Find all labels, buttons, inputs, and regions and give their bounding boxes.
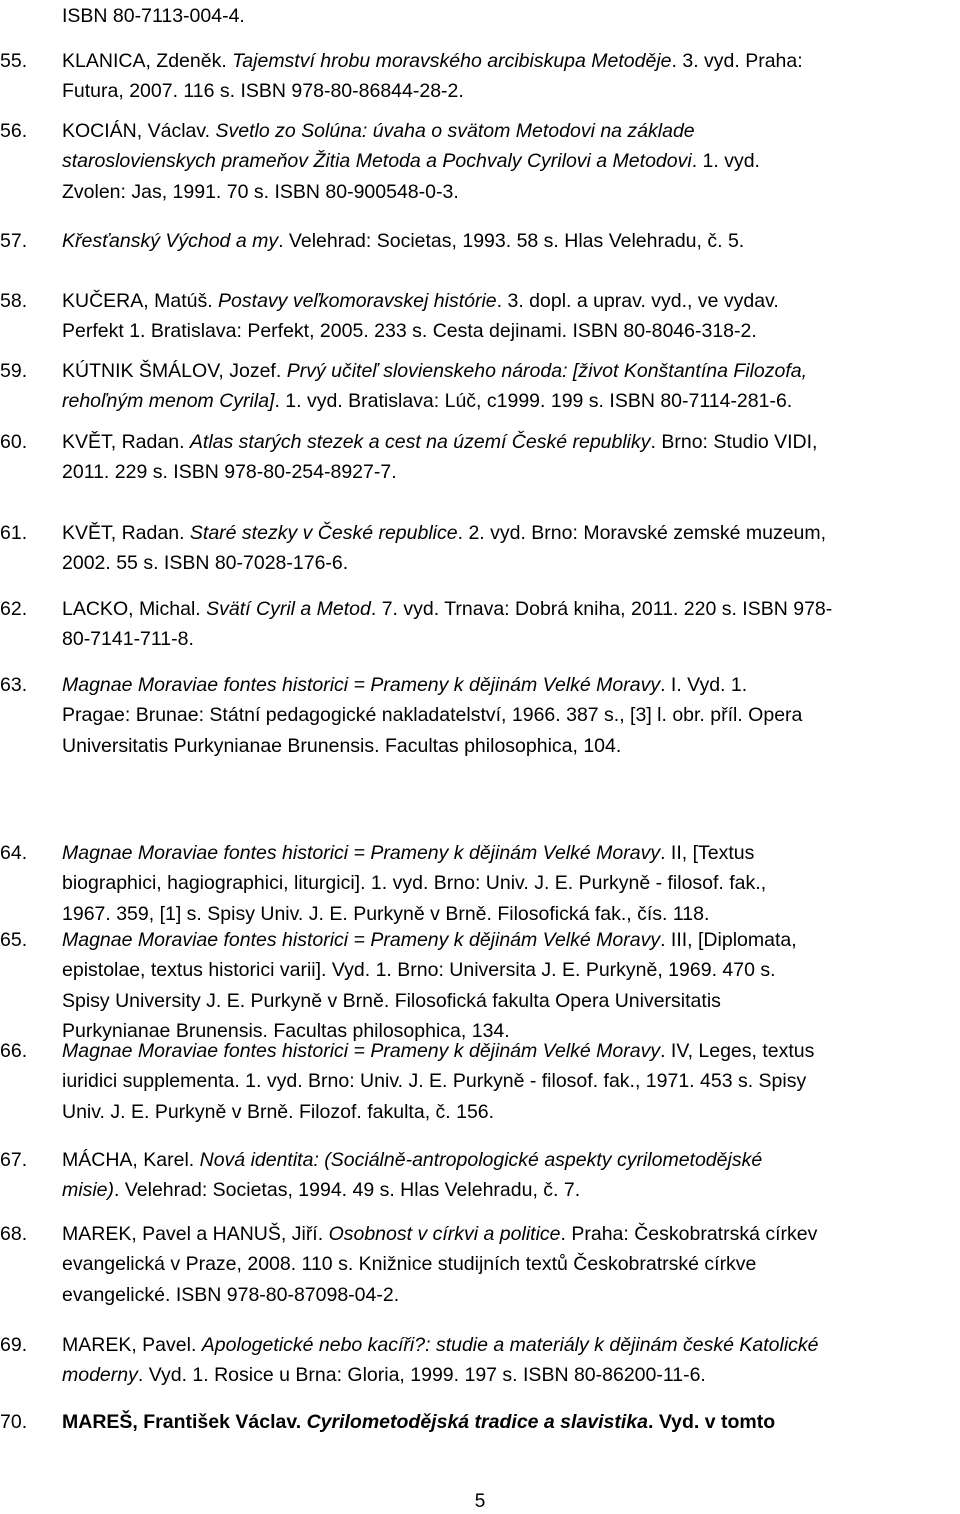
- entry-text: . 7. vyd. Trnava: Dobrá kniha, 2011. 220 s. ISBN 978-: [370, 598, 833, 620]
- entry-number: 56.: [0, 120, 28, 142]
- entry-number: 61.: [0, 522, 28, 544]
- entry-title-text: moderny: [62, 1364, 138, 1387]
- entry-line: [62, 286, 779, 316]
- entry-line: [62, 146, 760, 176]
- entry-line: [62, 316, 757, 346]
- entry-text: KUČERA, Matúš.: [62, 290, 219, 312]
- entry-line: [62, 1330, 819, 1360]
- entry-text: . II, [Textus: [660, 842, 755, 864]
- entry-title-text: Atlas starých stezek a cest na území České republiky: [189, 431, 651, 453]
- entry-text: MÁCHA, Karel.: [62, 1149, 200, 1171]
- entry-number: 63.: [0, 674, 28, 696]
- entry-text: evangelická v Praze, 2008. 110 s. Knižnice studijních textů Českobratrské církve: [62, 1253, 757, 1276]
- entry-text: . Vyd. 1. Rosice u Brna: Gloria, 1999. 197 s. ISBN 80-86200-11-6.: [137, 1364, 706, 1387]
- entry-title-text: Svätí Cyril a Metod: [206, 598, 371, 620]
- entry-title-text: Svetlo zo Solúna: úvaha o svätom Metodovi na základe: [215, 120, 695, 142]
- top-fragment: ISBN 80-7113-004-4.: [62, 5, 245, 27]
- entry-line: [62, 624, 194, 654]
- entry-text: Futura, 2007. 116 s. ISBN 978-80-86844-28-2.: [62, 80, 464, 103]
- entry-line: [62, 356, 807, 386]
- entry-text: Zvolen: Jas, 1991. 70 s. ISBN 80-900548-0-3.: [62, 180, 459, 203]
- entry-text: evangelické. ISBN 978-80-87098-04-2.: [62, 1283, 400, 1306]
- entry-text: KVĚT, Radan.: [62, 431, 190, 453]
- entry-line: [62, 1280, 399, 1310]
- entry-number: 64.: [0, 842, 28, 864]
- entry-line: [62, 670, 747, 700]
- entry-text: . 3. dopl. a uprav. vyd., ve vydav.: [496, 290, 779, 312]
- entry-line: [62, 986, 721, 1016]
- entry-number: 59.: [0, 360, 28, 382]
- entry-line: [62, 457, 397, 487]
- entry-number: 58.: [0, 290, 28, 312]
- entry-text: KOCIÁN, Václav.: [62, 120, 216, 142]
- entry-title-text: Staré stezky v České republice: [189, 522, 458, 544]
- entry-line: [62, 116, 695, 146]
- entry-text: Universitatis Purkynianae Brunensis. Facultas philosophica, 104.: [62, 734, 622, 757]
- entry-title-text: Magnae Moraviae fontes historici = Prameny k dějinám Velké Moravy: [62, 842, 661, 864]
- entry-number: 70.: [0, 1411, 28, 1433]
- entry-text: . 2. vyd. Brno: Moravské zemské muzeum,: [457, 522, 827, 544]
- entry-text: LACKO, Michal.: [62, 598, 207, 620]
- entry-text: . I. Vyd. 1.: [660, 674, 748, 696]
- entry-text: 2002. 55 s. ISBN 80-7028-176-6.: [62, 552, 349, 575]
- entry-text: . Brno: Studio VIDI,: [650, 431, 818, 453]
- entry-title-text: Apologetické nebo kacíři?: studie a materiály k dějinám české Katolické: [201, 1334, 819, 1356]
- entry-line: [62, 76, 464, 106]
- entry-text: . 1. vyd.: [691, 150, 760, 173]
- entry-number: 55.: [0, 50, 28, 72]
- entry-line: [62, 518, 826, 548]
- entry-line: [62, 731, 621, 761]
- entry-text: . Praha: Českobratrská církev: [560, 1223, 818, 1245]
- entry-line: [62, 1097, 494, 1127]
- entry-line: [62, 868, 766, 898]
- entry-text: MAREŠ, František Václav.: [62, 1411, 307, 1433]
- entry-title-text: Magnae Moraviae fontes historici = Prameny k dějinám Velké Moravy: [62, 929, 661, 951]
- entry-line: [62, 427, 817, 457]
- entry-line: [62, 46, 803, 76]
- entry-text: . III, [Diplomata,: [660, 929, 797, 951]
- entry-title-text: Prvý učiteľ slovienskeho národa: [život Konštantína Filozofa,: [286, 360, 808, 382]
- entry-text: 80-7141-711-8.: [62, 628, 194, 651]
- entry-line: [62, 1145, 762, 1175]
- entry-number: 66.: [0, 1040, 28, 1062]
- entry-title-text: Křesťanský Východ a my: [62, 230, 279, 252]
- entry-line: [62, 1175, 580, 1205]
- entry-text: 2011. 229 s. ISBN 978-80-254-8927-7.: [62, 461, 397, 484]
- entry-title-text: Tajemství hrobu moravského arcibiskupa Metoděje: [232, 50, 672, 72]
- entry-text: . Vyd. v tomto: [648, 1411, 776, 1433]
- entry-title-text: misie): [62, 1179, 114, 1202]
- entry-text: KVĚT, Radan.: [62, 522, 190, 544]
- entry-text: KÚTNIK ŠMÁLOV, Jozef.: [62, 360, 287, 382]
- entry-number: 69.: [0, 1334, 28, 1356]
- entry-line: [62, 548, 348, 578]
- entry-text: epistolae, textus historici varii]. Vyd. 1. Brno: Universita J. E. Purkyně, 1969. 470 s.: [62, 959, 776, 982]
- entry-number: 57.: [0, 230, 28, 252]
- entry-text: iuridici supplementa. 1. vyd. Brno: Univ. J. E. Purkyně - filosof. fak., 1971. 453 s. Spisy: [62, 1070, 807, 1093]
- entry-number: 62.: [0, 598, 28, 620]
- entry-text: . 3. vyd. Praha:: [671, 50, 803, 72]
- entry-line: [62, 1066, 806, 1096]
- entry-text: Pragae: Brunae: Státní pedagogické nakladatelství, 1966. 387 s., [3] l. obr. příl. Opera: [62, 704, 803, 727]
- entry-text: . Velehrad: Societas, 1994. 49 s. Hlas Velehradu, č. 7.: [114, 1179, 581, 1202]
- entry-title-text: Postavy veľkomoravskej histórie: [218, 290, 497, 312]
- entry-line: [62, 1360, 706, 1390]
- entry-text: Purkynianae Brunensis. Facultas philosophica, 134.: [62, 1019, 510, 1042]
- entry-line: [62, 177, 459, 207]
- entry-text: 1967. 359, [1] s. Spisy Univ. J. E. Purkyně v Brně. Filosofická fak., čís. 118.: [62, 902, 710, 925]
- entry-number: 60.: [0, 431, 28, 453]
- entry-line: [62, 700, 802, 730]
- entry-title-text: Cyrilometodějská tradice a slavistika: [306, 1411, 648, 1433]
- entry-text: MAREK, Pavel a HANUŠ, Jiří.: [62, 1223, 329, 1245]
- entry-title-text: Magnae Moraviae fontes historici = Prameny k dějinám Velké Moravy: [62, 1040, 661, 1062]
- entry-line: [62, 226, 744, 256]
- entry-line: [62, 955, 776, 985]
- entry-title-text: Osobnost v církvi a politice: [328, 1223, 561, 1245]
- entry-line: [62, 594, 832, 624]
- entry-title-text: Magnae Moraviae fontes historici = Prameny k dějinám Velké Moravy: [62, 674, 661, 696]
- entry-text: biographici, hagiographici, liturgici]. 1. vyd. Brno: Univ. J. E. Purkyně - filosof. fak.,: [62, 872, 767, 895]
- entry-number: 68.: [0, 1223, 28, 1245]
- entry-text: Spisy University J. E. Purkyně v Brně. Filosofická fakulta Opera Universitatis: [62, 989, 721, 1012]
- entry-line: [62, 386, 792, 416]
- entry-text: KLANICA, Zdeněk.: [62, 50, 233, 72]
- page-number: 5: [474, 1491, 486, 1512]
- entry-text: . Velehrad: Societas, 1993. 58 s. Hlas Velehradu, č. 5.: [278, 230, 745, 252]
- entry-title-text: rehoľným menom Cyrila]: [62, 390, 275, 413]
- entry-line: [62, 1407, 775, 1437]
- entry-line: [62, 1036, 814, 1066]
- entry-text: Univ. J. E. Purkyně v Brně. Filozof. fakulta, č. 156.: [62, 1100, 495, 1123]
- entry-line: [62, 925, 797, 955]
- entry-text: . 1. vyd. Bratislava: Lúč, c1999. 199 s. ISBN 80-7114-281-6.: [274, 390, 793, 413]
- entry-line: [62, 1219, 817, 1249]
- entry-line: [62, 1249, 756, 1279]
- entry-text: MAREK, Pavel.: [62, 1334, 202, 1356]
- entry-number: 67.: [0, 1149, 28, 1171]
- entry-number: 65.: [0, 929, 28, 951]
- entry-text: . IV, Leges, textus: [660, 1040, 815, 1062]
- entry-line: [62, 838, 754, 868]
- entry-text: Perfekt 1. Bratislava: Perfekt, 2005. 233 s. Cesta dejinami. ISBN 80-8046-318-2.: [62, 320, 757, 343]
- entry-title-text: staroslovienskych prameňov Žitia Metoda a Pochvaly Cyrilovi a Metodovi: [62, 150, 692, 173]
- entry-title-text: Nová identita: (Sociálně-antropologické aspekty cyrilometodějské: [199, 1149, 763, 1171]
